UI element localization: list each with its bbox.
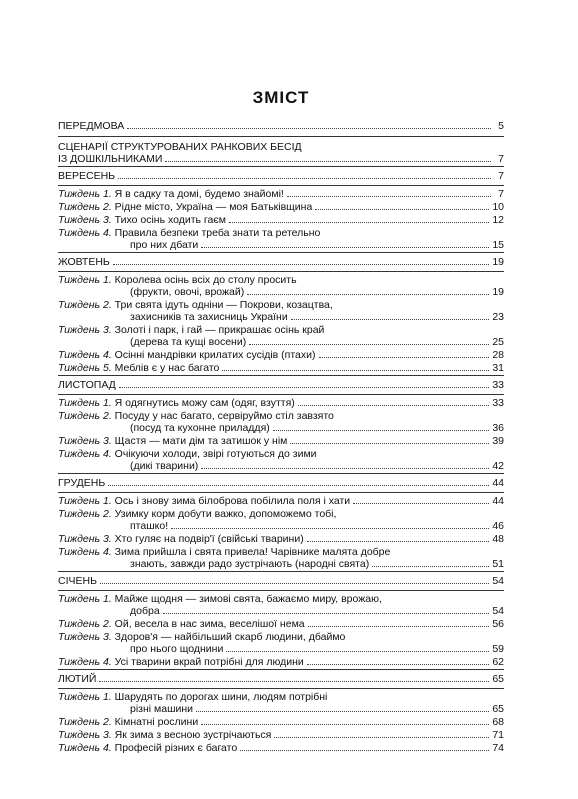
leader-dots bbox=[201, 724, 489, 725]
divider bbox=[58, 252, 504, 253]
leader-dots bbox=[319, 357, 490, 358]
week-label: Тиждень 1. bbox=[58, 691, 112, 703]
leader-dots bbox=[226, 651, 489, 652]
entry-title: Осінні мандрівки крилатих сусідів (птахи) bbox=[114, 349, 316, 361]
week-label: Тиждень 4. bbox=[58, 349, 112, 361]
entry-title: Узимку корм добути важко, допоможемо тобі, bbox=[114, 508, 337, 520]
divider bbox=[58, 185, 504, 186]
week-label: Тиждень 1. bbox=[58, 188, 112, 200]
page-number: 33 bbox=[492, 397, 504, 409]
leader-dots bbox=[171, 528, 489, 529]
leader-dots bbox=[100, 583, 489, 584]
toc-entry[interactable] bbox=[58, 690, 504, 715]
leader-dots bbox=[201, 247, 489, 248]
section-name: ЛИСТОПАД bbox=[58, 379, 116, 391]
toc-entry[interactable] bbox=[58, 592, 504, 617]
page-title: ЗМІСТ bbox=[252, 88, 310, 107]
leader-dots bbox=[196, 711, 489, 712]
toc-entry[interactable] bbox=[58, 396, 504, 409]
divider bbox=[58, 492, 504, 493]
toc-entry[interactable] bbox=[58, 298, 504, 323]
week-label: Тиждень 1. bbox=[58, 274, 112, 286]
divider bbox=[58, 688, 504, 689]
toc-entry[interactable] bbox=[58, 494, 504, 507]
page-number: 23 bbox=[492, 311, 504, 323]
week-label: Тиждень 1. bbox=[58, 397, 112, 409]
leader-dots bbox=[247, 294, 489, 295]
week-label: Тиждень 3. bbox=[58, 631, 112, 643]
page-number: 44 bbox=[492, 495, 504, 507]
leader-dots bbox=[298, 405, 490, 406]
toc-entry[interactable] bbox=[58, 655, 504, 668]
toc-sections bbox=[58, 166, 504, 754]
entry-title: Ось і знову зима білоброва побілила поля і хати bbox=[114, 495, 351, 507]
toc-entry[interactable] bbox=[58, 447, 504, 472]
page-number: 5 bbox=[498, 120, 504, 132]
toc-entry[interactable] bbox=[58, 213, 504, 226]
entry-title: Три свята ідуть одніни — Покрови, козацтва, bbox=[114, 299, 333, 311]
entry-title: пташко! bbox=[130, 520, 169, 532]
entry-title: Тихо осінь ходить гаєм bbox=[114, 214, 226, 226]
divider bbox=[58, 271, 504, 272]
entry-title: Правила безпеки треба знати та ретельно bbox=[114, 227, 321, 239]
week-label: Тиждень 4. bbox=[58, 448, 112, 460]
entry-title: (дикі тварини) bbox=[130, 460, 199, 472]
week-label: Тиждень 3. bbox=[58, 729, 112, 741]
week-label: Тиждень 2. bbox=[58, 299, 112, 311]
divider bbox=[58, 590, 504, 591]
entry-title: Зима прийшла і свята привела! Чарівнике малята добре bbox=[114, 546, 391, 558]
entry-label-line1: СЦЕНАРІЇ СТРУКТУРОВАНИХ РАНКОВИХ БЕСІД bbox=[58, 141, 302, 153]
page-number: 44 bbox=[492, 477, 504, 489]
toc-entry[interactable] bbox=[58, 532, 504, 545]
page-number: 54 bbox=[492, 575, 504, 587]
entry-title: (посуд та кухонне приладдя) bbox=[130, 422, 270, 434]
week-label: Тиждень 2. bbox=[58, 618, 112, 630]
section-name: ЖОВТЕНЬ bbox=[58, 256, 110, 268]
entry-title: різні машини bbox=[130, 703, 194, 715]
entry-title: Королева осінь всіх до столу просить bbox=[114, 274, 297, 286]
toc-entry[interactable] bbox=[58, 200, 504, 213]
divider bbox=[58, 375, 504, 376]
entry-title: добра bbox=[130, 605, 160, 617]
entry-title: про них дбати bbox=[130, 239, 199, 251]
leader-dots bbox=[287, 196, 491, 197]
entry-label-line2: ІЗ ДОШКІЛЬНИКАМИ bbox=[58, 153, 163, 165]
table-of-contents bbox=[58, 88, 504, 754]
week-label: Тиждень 3. bbox=[58, 533, 112, 545]
page-number: 25 bbox=[492, 336, 504, 348]
page-number: 19 bbox=[492, 286, 504, 298]
page-number: 51 bbox=[492, 558, 504, 570]
page-number: 65 bbox=[492, 703, 504, 715]
leader-dots bbox=[163, 613, 490, 614]
entry-title: Рідне місто, Україна — моя Батьківщина bbox=[114, 201, 313, 213]
divider bbox=[58, 473, 504, 474]
entry-title: захисників та захисниць України bbox=[130, 311, 288, 323]
page-number: 42 bbox=[492, 460, 504, 472]
leader-dots bbox=[353, 503, 489, 504]
divider bbox=[58, 394, 504, 395]
entry-title: Ой, весела в нас зима, веселішої нема bbox=[114, 618, 305, 630]
page-number: 36 bbox=[492, 422, 504, 434]
page-number: 48 bbox=[492, 533, 504, 545]
toc-section-heading[interactable] bbox=[58, 168, 504, 184]
toc-entry-scenarios[interactable] bbox=[58, 138, 504, 165]
leader-dots bbox=[290, 443, 489, 444]
toc-section-heading[interactable] bbox=[58, 254, 504, 270]
week-label: Тиждень 2. bbox=[58, 716, 112, 728]
leader-dots bbox=[201, 468, 489, 469]
leader-dots bbox=[229, 222, 489, 223]
page-number: 19 bbox=[492, 256, 504, 268]
page-number: 71 bbox=[492, 729, 504, 741]
divider bbox=[58, 571, 504, 572]
week-label: Тиждень 4. bbox=[58, 546, 112, 558]
page-number: 68 bbox=[492, 716, 504, 728]
week-label: Тиждень 2. bbox=[58, 410, 112, 422]
toc-entry[interactable] bbox=[58, 507, 504, 532]
page-number: 56 bbox=[492, 618, 504, 630]
page-number: 7 bbox=[498, 170, 504, 182]
section-name: ВЕРЕСЕНЬ bbox=[58, 170, 116, 182]
leader-dots bbox=[127, 128, 491, 129]
entry-title: Посуду у нас багато, сервіруймо стіл завзято bbox=[114, 410, 334, 422]
toc-entry[interactable] bbox=[58, 617, 504, 630]
entry-title: Здоров'я — найбільший скарб людини, дбаймо bbox=[114, 631, 346, 643]
divider bbox=[58, 166, 504, 167]
week-label: Тиждень 4. bbox=[58, 656, 112, 668]
toc-entry[interactable] bbox=[58, 630, 504, 655]
entry-title: Хто гуляє на подвір'ї (свійські тварини) bbox=[114, 533, 304, 545]
entry-title: Кімнатні рослини bbox=[114, 716, 199, 728]
entry-title: Професій різних є багато bbox=[114, 742, 238, 754]
toc-entry[interactable] bbox=[58, 741, 504, 754]
toc-entry[interactable] bbox=[58, 361, 504, 374]
page-number: 31 bbox=[492, 362, 504, 374]
page-number: 74 bbox=[492, 742, 504, 754]
leader-dots bbox=[240, 750, 489, 751]
leader-dots bbox=[99, 681, 489, 682]
toc-section-heading[interactable] bbox=[58, 377, 504, 393]
entry-title: Майже щодня — зимові свята, бажаємо миру, врожаю, bbox=[114, 593, 382, 605]
leader-dots bbox=[113, 264, 489, 265]
divider bbox=[58, 136, 504, 137]
section-name: ГРУДЕНЬ bbox=[58, 477, 106, 489]
toc-entry-intro[interactable] bbox=[58, 120, 504, 132]
entry-title: Усі тварини вкрай потрібні для людини bbox=[114, 656, 304, 668]
page-number: 46 bbox=[492, 520, 504, 532]
entry-title: (дерева та кущі восени) bbox=[130, 336, 247, 348]
week-label: Тиждень 5. bbox=[58, 362, 112, 374]
entry-title: Меблів є у нас багато bbox=[114, 362, 220, 374]
toc-section-heading[interactable] bbox=[58, 671, 504, 687]
leader-dots bbox=[307, 541, 490, 542]
page-number: 10 bbox=[492, 201, 504, 213]
toc-section-heading[interactable] bbox=[58, 475, 504, 491]
entry-title: Як зима з весною зустрічаються bbox=[114, 729, 272, 741]
entry-title: (фрукти, овочі, врожай) bbox=[130, 286, 245, 298]
leader-dots bbox=[249, 344, 489, 345]
entry-title: Щастя — мати дім та затишок у нім bbox=[114, 435, 288, 447]
entry-title: знають, завжди радо зустрічають (народні свята) bbox=[130, 558, 370, 570]
toc-entry[interactable] bbox=[58, 323, 504, 348]
week-label: Тиждень 2. bbox=[58, 508, 112, 520]
entry-title: Золоті і парк, і гай — прикрашає осінь край bbox=[114, 324, 325, 336]
leader-dots bbox=[308, 626, 490, 627]
entry-title: Я в садку та домі, будемо знайомі! bbox=[114, 188, 284, 200]
week-label: Тиждень 1. bbox=[58, 495, 112, 507]
week-label: Тиждень 2. bbox=[58, 201, 112, 213]
toc-entry[interactable] bbox=[58, 187, 504, 200]
toc-section-heading[interactable] bbox=[58, 573, 504, 589]
toc-entry[interactable] bbox=[58, 728, 504, 741]
page-number: 54 bbox=[492, 605, 504, 617]
page-number: 39 bbox=[492, 435, 504, 447]
divider bbox=[58, 669, 504, 670]
toc-entry[interactable] bbox=[58, 715, 504, 728]
section-name: ЛЮТИЙ bbox=[58, 673, 97, 685]
leader-dots bbox=[273, 430, 490, 431]
section-name: СІЧЕНЬ bbox=[58, 575, 97, 587]
leader-dots bbox=[315, 209, 489, 210]
leader-dots bbox=[307, 664, 490, 665]
leader-dots bbox=[165, 161, 491, 162]
page-number: 28 bbox=[492, 349, 504, 361]
week-label: Тиждень 4. bbox=[58, 227, 112, 239]
leader-dots bbox=[372, 566, 489, 567]
toc-entry[interactable] bbox=[58, 348, 504, 361]
week-label: Тиждень 4. bbox=[58, 742, 112, 754]
toc-entry[interactable] bbox=[58, 434, 504, 447]
leader-dots bbox=[274, 737, 489, 738]
toc-entry[interactable] bbox=[58, 409, 504, 434]
page-number: 12 bbox=[492, 214, 504, 226]
page-number: 65 bbox=[492, 673, 504, 685]
page-number: 7 bbox=[498, 188, 504, 200]
toc-entry[interactable] bbox=[58, 226, 504, 251]
leader-dots bbox=[222, 370, 489, 371]
page-number: 62 bbox=[492, 656, 504, 668]
entry-title: про нього щоднини bbox=[130, 643, 224, 655]
entry-title: Шарудять по дорогах шини, людям потрібні bbox=[114, 691, 328, 703]
page-number: 7 bbox=[498, 153, 504, 165]
week-label: Тиждень 1. bbox=[58, 593, 112, 605]
toc-entry[interactable] bbox=[58, 273, 504, 298]
leader-dots bbox=[291, 319, 490, 320]
page-number: 59 bbox=[492, 643, 504, 655]
week-label: Тиждень 3. bbox=[58, 214, 112, 226]
toc-entry[interactable] bbox=[58, 545, 504, 570]
week-label: Тиждень 3. bbox=[58, 324, 112, 336]
entry-title: Очікуючи холоди, звірі готуються до зими bbox=[114, 448, 317, 460]
leader-dots bbox=[108, 485, 489, 486]
page-number: 33 bbox=[492, 379, 504, 391]
week-label: Тиждень 3. bbox=[58, 435, 112, 447]
entry-title: Я одягнутись можу сам (одяг, взуття) bbox=[114, 397, 295, 409]
leader-dots bbox=[118, 178, 491, 179]
page-number: 15 bbox=[492, 239, 504, 251]
leader-dots bbox=[119, 387, 490, 388]
entry-label: ПЕРЕДМОВА bbox=[58, 120, 125, 132]
